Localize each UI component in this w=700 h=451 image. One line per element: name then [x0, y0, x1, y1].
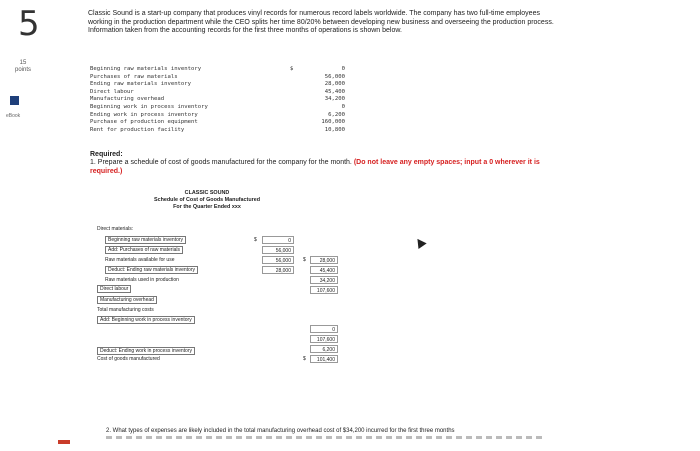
data-value: 45,400 [324, 88, 345, 95]
label-input-overhead[interactable]: Manufacturing overhead [97, 296, 157, 304]
label-input-beg-raw[interactable]: Beginning raw materials inventory [105, 236, 186, 244]
accounting-data-values [305, 66, 345, 134]
input-cogm[interactable]: 101,400 [310, 355, 338, 363]
question-intro: Classic Sound is a start-up company that produces vinyl records for numerous record labels worldwide. The company has two full-time employees working in the production department while the CEO splits her time 80/20% between developing new business and overseeing the production process. Information taken from the accounting records for the first three months of operations is shown below. [88, 10, 554, 35]
mouse-cursor-icon [413, 236, 426, 249]
schedule-title: Schedule of Cost of Goods Manufactured [153, 197, 261, 203]
input-beg-raw[interactable]: 0 [262, 236, 294, 244]
cut-off-text [106, 436, 546, 439]
data-value: 160,000 [321, 119, 345, 126]
input-beg-wip[interactable]: 0 [310, 325, 338, 333]
data-label: Beginning work in process inventory [90, 103, 208, 110]
data-label: Manufacturing overhead [90, 96, 165, 103]
points-value: 15 [19, 60, 27, 66]
label-input-add-beg-wip[interactable]: Add: Beginning work in process inventory [97, 316, 195, 324]
required-part1 [90, 159, 560, 176]
data-label: Direct labour [90, 88, 134, 95]
col2-dollar: $ [303, 257, 306, 263]
label-cogm: Cost of goods manufactured [97, 356, 160, 362]
input-ending-raw[interactable]: 28,000 [262, 266, 294, 274]
data-label: Ending raw materials inventory [90, 81, 192, 88]
required-note: (Do not leave any empty spaces; input a 0 wherever it is required.) [90, 159, 540, 175]
label-total-mfg: Total manufacturing costs [97, 307, 154, 313]
schedule-table [97, 212, 335, 372]
data-label: Ending work in process inventory [90, 111, 198, 118]
required-heading: Required: [90, 151, 123, 158]
label-available: Raw materials available for use [105, 257, 175, 263]
schedule-header [97, 190, 317, 210]
direct-materials-heading: Direct materials: [97, 226, 134, 232]
currency-symbol: $ [290, 66, 294, 72]
input-available[interactable]: 56,000 [262, 256, 294, 264]
input-purchases[interactable]: 56,000 [262, 246, 294, 254]
label-input-purchases[interactable]: Add: Purchases of raw materials [105, 246, 183, 254]
data-label: Purchase of production equipment [90, 119, 198, 126]
col1-dollar: $ [254, 237, 257, 243]
cogm-dollar: $ [303, 356, 306, 362]
data-value: 6,200 [328, 111, 345, 118]
required-section [90, 151, 560, 176]
ebook-link[interactable]: eBook [6, 113, 21, 119]
data-value: 0 [341, 66, 345, 72]
data-value: 0 [341, 103, 345, 110]
question-part2: 2. What types of expenses are likely included in the total manufacturing overhead cost of $34,200 incurred for the first three months [106, 428, 455, 434]
input-subtotal[interactable]: 107,600 [310, 335, 338, 343]
input-labour[interactable]: 45,400 [310, 266, 338, 274]
label-input-ending-raw[interactable]: Deduct: Ending raw materials inventory [105, 266, 198, 274]
label-input-deduct-end-wip[interactable]: Deduct: Ending work in process inventory [97, 347, 195, 355]
schedule-company: CLASSIC SOUND [184, 190, 230, 196]
part1-text: 1. Prepare a schedule of cost of goods manufactured for the company for the month. [90, 159, 352, 167]
data-label: Rent for production facility [90, 126, 185, 133]
question-number: 5 [18, 4, 40, 44]
data-value: 34,200 [324, 96, 345, 103]
input-total-mfg[interactable]: 107,600 [310, 286, 338, 294]
label-used: Raw materials used in production [105, 277, 179, 283]
input-overhead[interactable]: 34,200 [310, 276, 338, 284]
data-value: 10,800 [324, 126, 345, 133]
red-tab-marker [58, 440, 70, 444]
input-end-wip[interactable]: 6,200 [310, 345, 338, 353]
points-label: points [14, 67, 31, 73]
points-indicator [8, 60, 38, 74]
data-value: 56,000 [324, 73, 345, 80]
accounting-data-labels [90, 66, 270, 134]
book-icon[interactable] [10, 96, 19, 105]
schedule-period: For the Quarter Ended xxx [173, 204, 241, 210]
data-value: 28,000 [324, 81, 345, 88]
data-label: Beginning raw materials inventory [90, 66, 202, 72]
label-input-direct-labour[interactable]: Direct labour [97, 285, 131, 293]
data-label: Purchases of raw materials [90, 73, 178, 80]
input-used[interactable]: 28,000 [310, 256, 338, 264]
